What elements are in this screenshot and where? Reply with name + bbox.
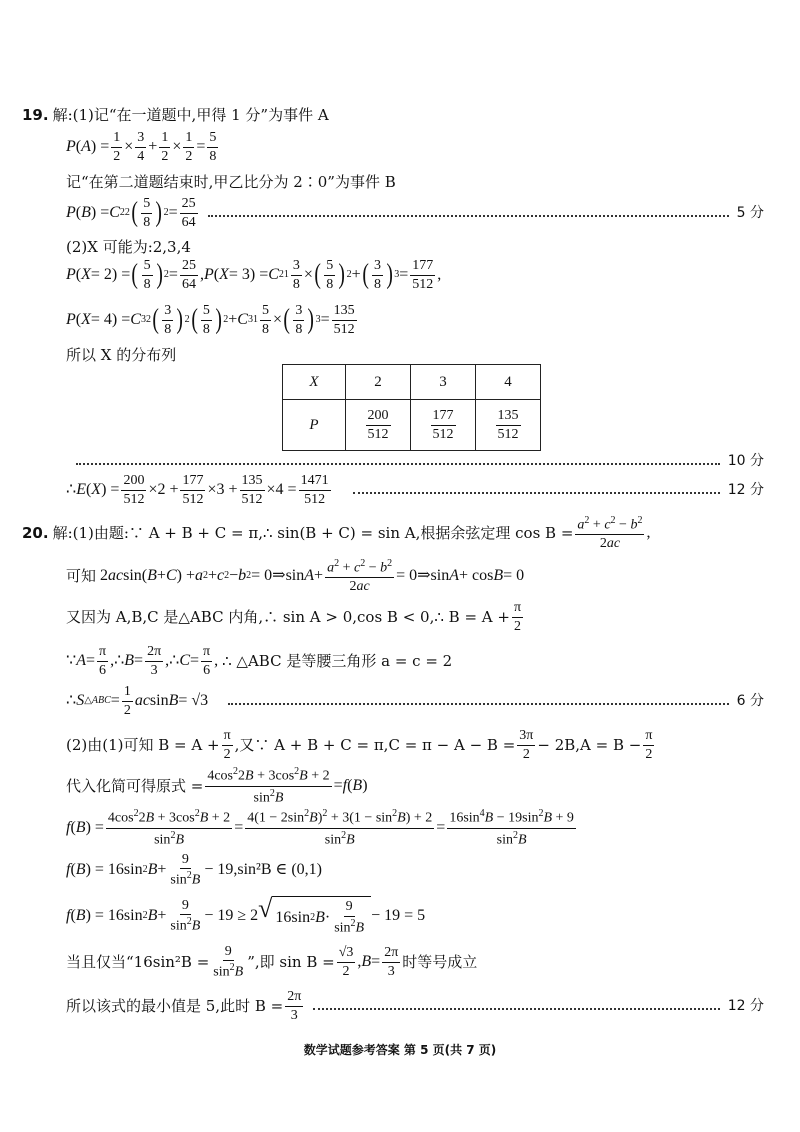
formula-px2-px3: P ( X = 2) = ( $\frac{5}{8}$ ) 2 = $\frac{25}{64}$ , P ( X = 3) = C 2 1 $\frac{3}{8}$ × ( $\frac{5}{8}$ ) 2 + ( $\frac{3}{8}$ ) 3 = $\frac{177}{512}$ , — [66, 258, 442, 292]
q20-line8: f ( B ) = $\frac{4\cos^22B + 3\cos^2B + 2}{\sin^2B}$ = $\frac{4(1 - 2\sin^2B)^2 + 3(1 - \sin^2B) + 2}{\sin^2B}$ = $\frac{16\sin^4B - 19\sin^2B + 9}{\sin^2B}$ — [66, 808, 574, 848]
table-row — [283, 400, 541, 451]
q20-line7-text: 代入化简可得原式 = — [66, 776, 204, 795]
table-row-label: P — [283, 400, 346, 451]
q20-area: ∴ S △ABC = $\frac{1}{2}$ ac sin B = √3 6 分 — [66, 684, 764, 718]
table-header-cell: 3 — [411, 365, 476, 400]
q19-dist-label — [66, 348, 764, 363]
leader-dots — [228, 703, 728, 705]
formula-ex: ∴ E ( X ) = $\frac{200}{512}$ ×2 + $\frac{177}{512}$ ×3 + $\frac{135}{512}$ ×4 = $\frac{1471}{512}$ 12 分 — [66, 473, 764, 507]
leader-dots — [313, 1008, 719, 1010]
cell-denominator: 512 — [432, 426, 454, 442]
score-12: 12 分 — [727, 482, 764, 498]
score-10: 10 分 — [727, 453, 764, 469]
q20-part2-text: (2)由(1)可知 B = A + — [66, 735, 220, 754]
q20-line4-text: ∴ △ABC 是等腰三角形 a = c = 2 — [222, 651, 453, 670]
score-6: 6 分 — [736, 693, 764, 709]
distribution-table — [282, 364, 541, 451]
q20-part2-text-c: − 2B,A = B − — [537, 735, 642, 754]
q20-line12: 所以该式的最小值是 5,此时 B = $\frac{2\pi}{3}$ 12 分 — [66, 989, 764, 1023]
cell-numerator: 200 — [366, 408, 391, 425]
cell-denominator: 512 — [497, 426, 519, 442]
q20-line2: 可知 2 ac sin( B + C ) + a 2 + c 2 − b 2 = 0⇒sin A + $\frac{a^2 + c^2 - b^2}{2ac}$ = 0⇒sin A + cos B = 0 — [66, 557, 525, 594]
page-footer: 数学试题参考答案 第 5 页(共 7 页) — [303, 1043, 497, 1057]
q19-event-a: 解:(1)记“在一道题中,甲得 1 分”为事件 A — [52, 106, 329, 124]
q20-line9-text: ,sin²B ∈ (0,1) — [233, 861, 322, 878]
q20-number: 20. — [22, 523, 49, 542]
formula-px4: P ( X = 4) = C 3 2 ( $\frac{3}{8}$ ) 2 ( $\frac{5}{8}$ ) 2 + C 3 1 $\frac{5}{8}$ × ( $\frac{3}{8}$ ) 3 = $\frac{135}{512}$ — [66, 303, 355, 337]
q19-intro — [22, 108, 764, 123]
cell-numerator: 135 — [496, 408, 521, 425]
q19-event-b — [66, 175, 764, 190]
q20-line9: f ( B ) = 16sin 2 B + $\frac{9}{\sin^2B}$ − 19 ,sin²B ∈ (0,1) — [66, 851, 322, 888]
score-line-10 — [76, 454, 764, 468]
formula-pa: P ( A ) = $\frac{1}{2}$ × $\frac{3}{4}$ + $\frac{1}{2}$ × $\frac{1}{2}$ = $\frac{5}{8}$ — [66, 130, 217, 164]
q20-intro: 20. 解:(1)由题:∵ A + B + C = π,∴ sin(B + C) = sin A,根据余弦定理 cos B = $\frac{a^2 + c^2 - b^2}{2ac}$ , — [22, 514, 651, 551]
table-header-cell: 2 — [346, 365, 411, 400]
q20-part2: (2)由(1)可知 B = A + $\frac{\pi}{2}$ ,又∵ A + B + C = π,C = π − A − B = $\frac{3\pi}{2}$ − 2B,A = B − $\frac{\pi}{2}$ — [66, 728, 653, 762]
table-cell — [476, 400, 541, 451]
table-row — [283, 365, 541, 400]
table-cell — [346, 400, 411, 451]
q20-line12-text: 所以该式的最小值是 5,此时 B = — [66, 996, 284, 1015]
cell-denominator: 512 — [367, 426, 389, 442]
table-cell — [411, 400, 476, 451]
q19-part2 — [66, 240, 764, 255]
q20-line11: 当且仅当“16sin²B = $\frac{9}{\sin^2B}$ ”,即 sin B = $\frac{√3}{2}$ , B = $\frac{2\pi}{3}$ 时等号成立 — [66, 943, 478, 980]
q19-dist-label-text: 所以 X 的分布列 — [66, 346, 177, 364]
q20-line3: 又因为 A,B,C 是△ABC 内角,∴ sin A > 0,cos B < 0,∴ B = A + $\frac{\pi}{2}$ — [66, 600, 522, 634]
table-header-cell: 4 — [476, 365, 541, 400]
cell-numerator: 177 — [431, 408, 456, 425]
leader-dots — [353, 492, 720, 494]
formula-pb: P ( B ) = C 2 2 ( $\frac{5}{8}$ ) 2 = $\frac{25}{64}$ 5 分 — [66, 196, 764, 230]
q19-part2-text: (2)X 可能为:2,3,4 — [66, 238, 191, 256]
q20-line11-text-a: 当且仅当“16sin²B = — [66, 952, 210, 971]
leader-dots — [208, 215, 729, 217]
q20-line11-text-c: 时等号成立 — [402, 952, 478, 971]
q20-line4: ∵ A = $\frac{\pi}{6}$ ,∴ B = $\frac{2\pi}{3}$ ,∴ C = $\frac{\pi}{6}$ , ∴ △ABC 是等腰三角形 a = c = 2 — [66, 644, 453, 678]
q20-line10: f ( B ) = 16sin 2 B + $\frac{9}{\sin^2B}$ − 19 ≥ 2 √ 16sin 2 B · $\frac{9}{\sin^2B}$ − 19 = 5 — [66, 894, 426, 936]
q20-line2-text: 可知 — [66, 566, 97, 585]
score-5: 5 分 — [736, 205, 764, 221]
q19-event-b-text: 记“在第二道题结束时,甲乙比分为 2∶0”为事件 B — [66, 173, 396, 191]
q20-line3-text: 又因为 A,B,C 是△ABC 内角,∴ sin A > 0,cos B < 0,∴ B = A + — [66, 607, 510, 626]
q19-number: 19. — [22, 106, 49, 124]
leader-dots — [76, 463, 720, 465]
score-12b: 12 分 — [727, 998, 764, 1014]
q20-part2-text-b: ,又∵ A + B + C = π,C = π − A − B = — [234, 735, 516, 754]
table-header-cell: X — [283, 365, 346, 400]
q20-line7: 代入化简可得原式 = $\frac{4\cos^22B + 3\cos^2B + 2}{\sin^2B}$ = f ( B ) — [66, 766, 368, 806]
q20-part1-text: 解:(1)由题:∵ A + B + C = π,∴ sin(B + C) = sin A,根据余弦定理 cos B = — [52, 523, 574, 542]
q20-line11-text-b: ”,即 sin B = — [247, 952, 335, 971]
